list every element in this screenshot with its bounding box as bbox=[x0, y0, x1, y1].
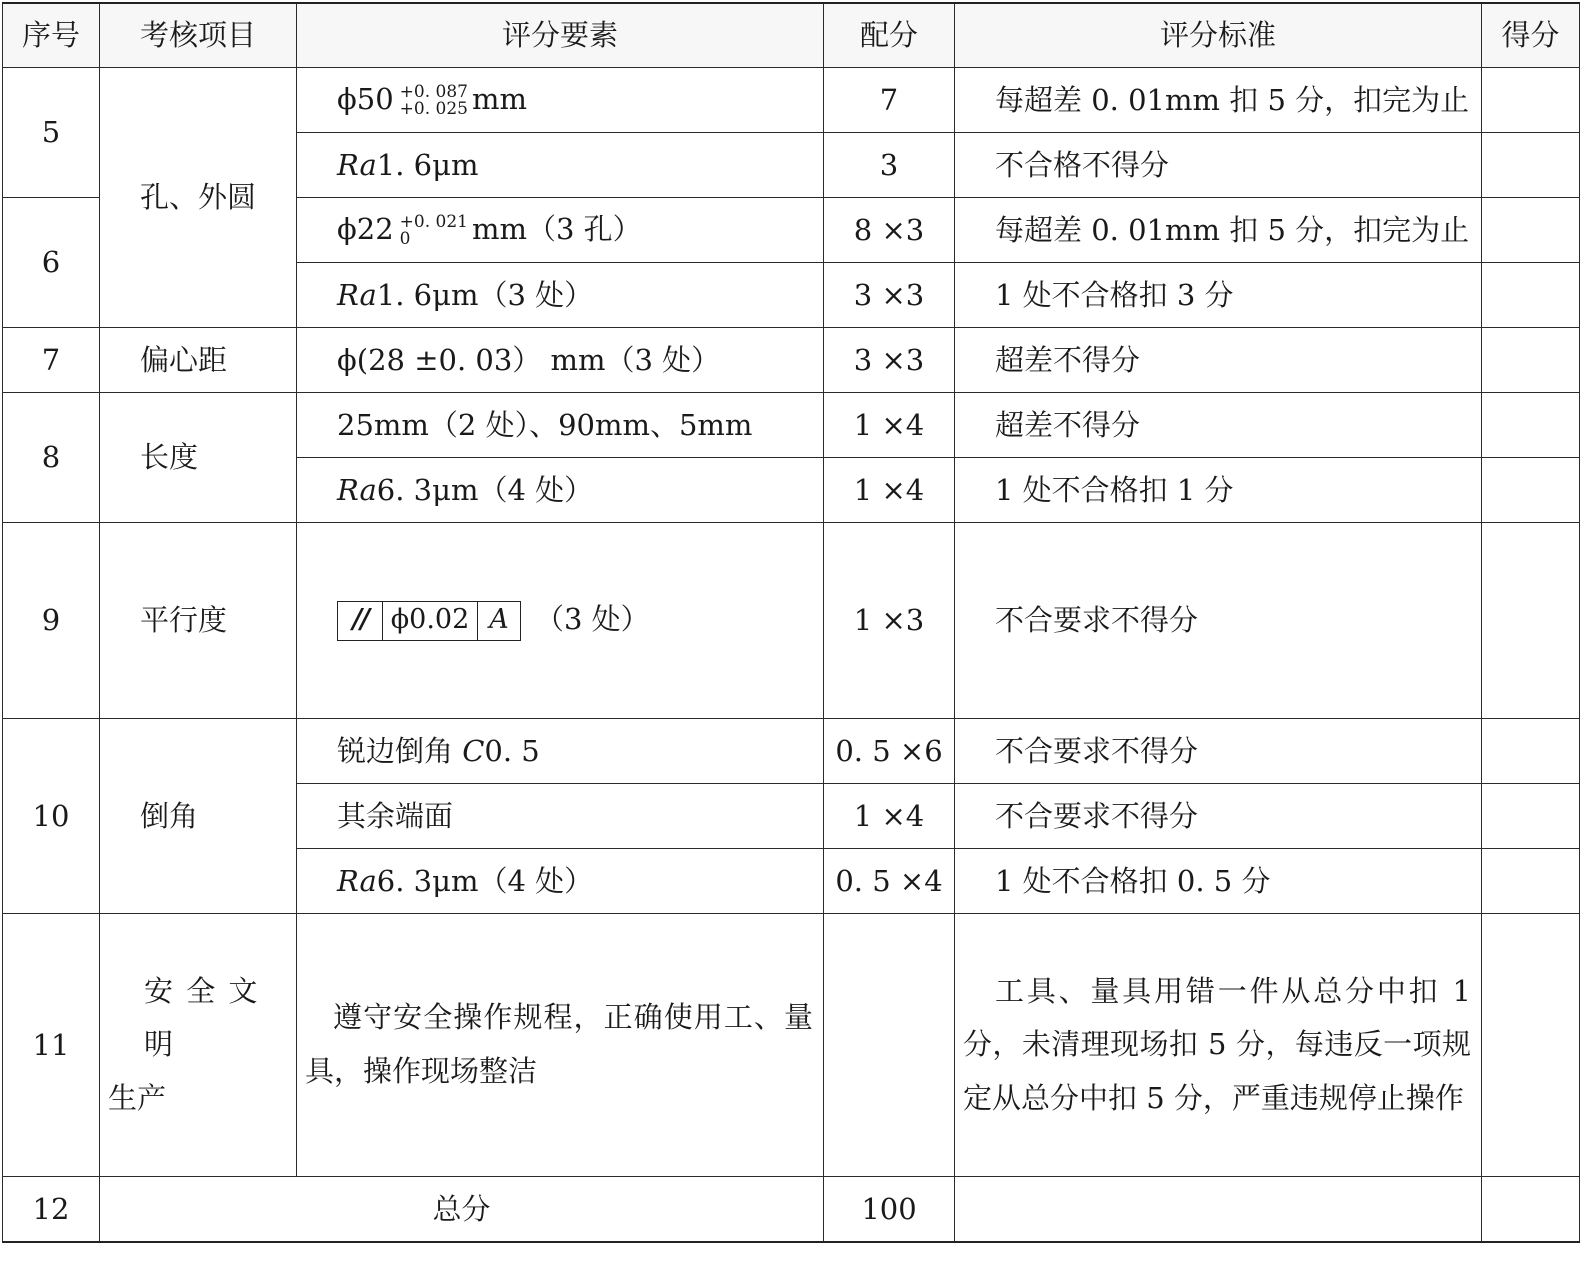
got-cell[interactable] bbox=[1482, 68, 1580, 133]
standard-cell: 不合要求不得分 bbox=[955, 784, 1482, 849]
chamfer-value: 0. 5 bbox=[484, 733, 540, 768]
item-name bbox=[100, 914, 297, 1177]
item-name-line2: 生产 bbox=[108, 1080, 167, 1115]
score-cell: 3 ×3 bbox=[824, 263, 955, 328]
standard-cell: 不合格不得分 bbox=[955, 133, 1482, 198]
tolerance-upper: +0. 087 bbox=[399, 82, 468, 102]
tolerance-lower: +0. 025 bbox=[399, 99, 468, 119]
standard-cell: 每超差 0. 01mm 扣 5 分，扣完为止 bbox=[955, 198, 1482, 263]
element-cell: 遵守安全操作规程，正确使用工、量具，操作现场整洁 bbox=[297, 914, 824, 1177]
standard-cell: 1 处不合格扣 1 分 bbox=[955, 458, 1482, 523]
row-number: 8 bbox=[3, 393, 100, 523]
parallelism-icon: // bbox=[352, 604, 368, 636]
datum-label: A bbox=[477, 602, 520, 640]
got-cell[interactable] bbox=[1482, 458, 1580, 523]
standard-cell: 不合要求不得分 bbox=[955, 523, 1482, 719]
element-cell bbox=[297, 523, 824, 719]
tolerance bbox=[400, 214, 468, 248]
table-row bbox=[3, 68, 1580, 133]
score-cell: 1 ×3 bbox=[824, 523, 955, 719]
got-cell[interactable] bbox=[1482, 849, 1580, 914]
got-cell[interactable] bbox=[1482, 198, 1580, 263]
row-number: 11 bbox=[3, 914, 100, 1177]
standard-cell: 工具、量具用错一件从总分中扣 1 分，未清理现场扣 5 分，每违反一项规定从总分中扣 5 分，严重违规停止操作 bbox=[955, 914, 1482, 1177]
header-score: 配分 bbox=[824, 3, 955, 68]
ra-symbol: Ra bbox=[337, 147, 377, 182]
item-name: 长度 bbox=[100, 393, 297, 523]
row-number: 7 bbox=[3, 328, 100, 393]
header-standard: 评分标准 bbox=[955, 3, 1482, 68]
score-cell: 1 ×4 bbox=[824, 458, 955, 523]
got-cell[interactable] bbox=[1482, 263, 1580, 328]
standard-cell: 每超差 0. 01mm 扣 5 分，扣完为止 bbox=[955, 68, 1482, 133]
header-element: 评分要素 bbox=[297, 3, 824, 68]
chamfer-text: 锐边倒角 bbox=[337, 733, 463, 768]
header-item: 考核项目 bbox=[100, 3, 297, 68]
unit: mm（3 孔） bbox=[472, 212, 642, 246]
grading-table bbox=[2, 2, 1580, 1243]
got-cell[interactable] bbox=[1482, 719, 1580, 784]
roughness-value: 6. 3μm（4 处） bbox=[376, 863, 594, 898]
tolerance-lower: 0 bbox=[399, 229, 411, 249]
item-name: 平行度 bbox=[100, 523, 297, 719]
table-row bbox=[3, 719, 1580, 784]
score-cell: 3 bbox=[824, 133, 955, 198]
dimension-value: ϕ22 bbox=[337, 212, 394, 246]
standard-cell: 1 处不合格扣 3 分 bbox=[955, 263, 1482, 328]
got-cell[interactable] bbox=[1482, 133, 1580, 198]
ra-symbol: Ra bbox=[337, 863, 377, 898]
element-cell bbox=[297, 719, 824, 784]
tolerance bbox=[400, 84, 468, 118]
element-cell bbox=[297, 68, 824, 133]
item-name: 孔、外圆 bbox=[100, 68, 297, 328]
got-cell[interactable] bbox=[1482, 523, 1580, 719]
element-cell: 25mm（2 处）、90mm、5mm bbox=[297, 393, 824, 458]
table-row bbox=[3, 523, 1580, 719]
element-cell bbox=[297, 133, 824, 198]
got-cell[interactable] bbox=[1482, 784, 1580, 849]
row-number: 6 bbox=[3, 198, 100, 328]
total-row bbox=[3, 1177, 1580, 1243]
item-name-line1: 安 全 文 明 bbox=[144, 973, 260, 1062]
got-cell[interactable] bbox=[1482, 1177, 1580, 1243]
table-row bbox=[3, 393, 1580, 458]
ra-symbol: Ra bbox=[337, 277, 377, 312]
roughness-value: 1. 6μm（3 处） bbox=[376, 277, 594, 312]
row-number: 5 bbox=[3, 68, 100, 198]
location-count: （3 处） bbox=[535, 601, 650, 636]
row-number: 10 bbox=[3, 719, 100, 914]
standard-cell: 1 处不合格扣 0. 5 分 bbox=[955, 849, 1482, 914]
element-cell: 其余端面 bbox=[297, 784, 824, 849]
chamfer-symbol: C bbox=[462, 733, 485, 768]
dimension-value: ϕ50 bbox=[337, 82, 394, 116]
tolerance-upper: +0. 021 bbox=[399, 212, 468, 232]
score-cell: 1 ×4 bbox=[824, 393, 955, 458]
element-cell: ϕ(28 ±0. 03） mm（3 处） bbox=[297, 328, 824, 393]
score-cell: 3 ×3 bbox=[824, 328, 955, 393]
table-row bbox=[3, 914, 1580, 1177]
score-cell: 0. 5 ×6 bbox=[824, 719, 955, 784]
got-cell[interactable] bbox=[1482, 914, 1580, 1177]
unit: mm bbox=[472, 82, 527, 116]
total-label: 总分 bbox=[100, 1177, 824, 1243]
standard-cell: 超差不得分 bbox=[955, 393, 1482, 458]
roughness-value: 1. 6μm bbox=[376, 147, 479, 182]
roughness-value: 6. 3μm（4 处） bbox=[376, 472, 594, 507]
element-cell bbox=[297, 198, 824, 263]
got-cell[interactable] bbox=[1482, 328, 1580, 393]
element-cell bbox=[297, 849, 824, 914]
tolerance-value: ϕ0.02 bbox=[382, 602, 477, 640]
score-cell: 0. 5 ×4 bbox=[824, 849, 955, 914]
standard-cell: 不合要求不得分 bbox=[955, 719, 1482, 784]
header-no: 序号 bbox=[3, 3, 100, 68]
row-number: 12 bbox=[3, 1177, 100, 1243]
ra-symbol: Ra bbox=[337, 472, 377, 507]
score-cell bbox=[824, 914, 955, 1177]
row-number: 9 bbox=[3, 523, 100, 719]
item-name: 偏心距 bbox=[100, 328, 297, 393]
table-row bbox=[3, 328, 1580, 393]
item-name: 倒角 bbox=[100, 719, 297, 914]
header-row bbox=[3, 3, 1580, 68]
standard-cell: 超差不得分 bbox=[955, 328, 1482, 393]
feature-control-frame bbox=[337, 601, 521, 641]
element-cell bbox=[297, 458, 824, 523]
got-cell[interactable] bbox=[1482, 393, 1580, 458]
score-cell: 8 ×3 bbox=[824, 198, 955, 263]
score-cell: 7 bbox=[824, 68, 955, 133]
element-cell bbox=[297, 263, 824, 328]
total-score: 100 bbox=[824, 1177, 955, 1243]
score-cell: 1 ×4 bbox=[824, 784, 955, 849]
standard-cell bbox=[955, 1177, 1482, 1243]
header-got: 得分 bbox=[1482, 3, 1580, 68]
